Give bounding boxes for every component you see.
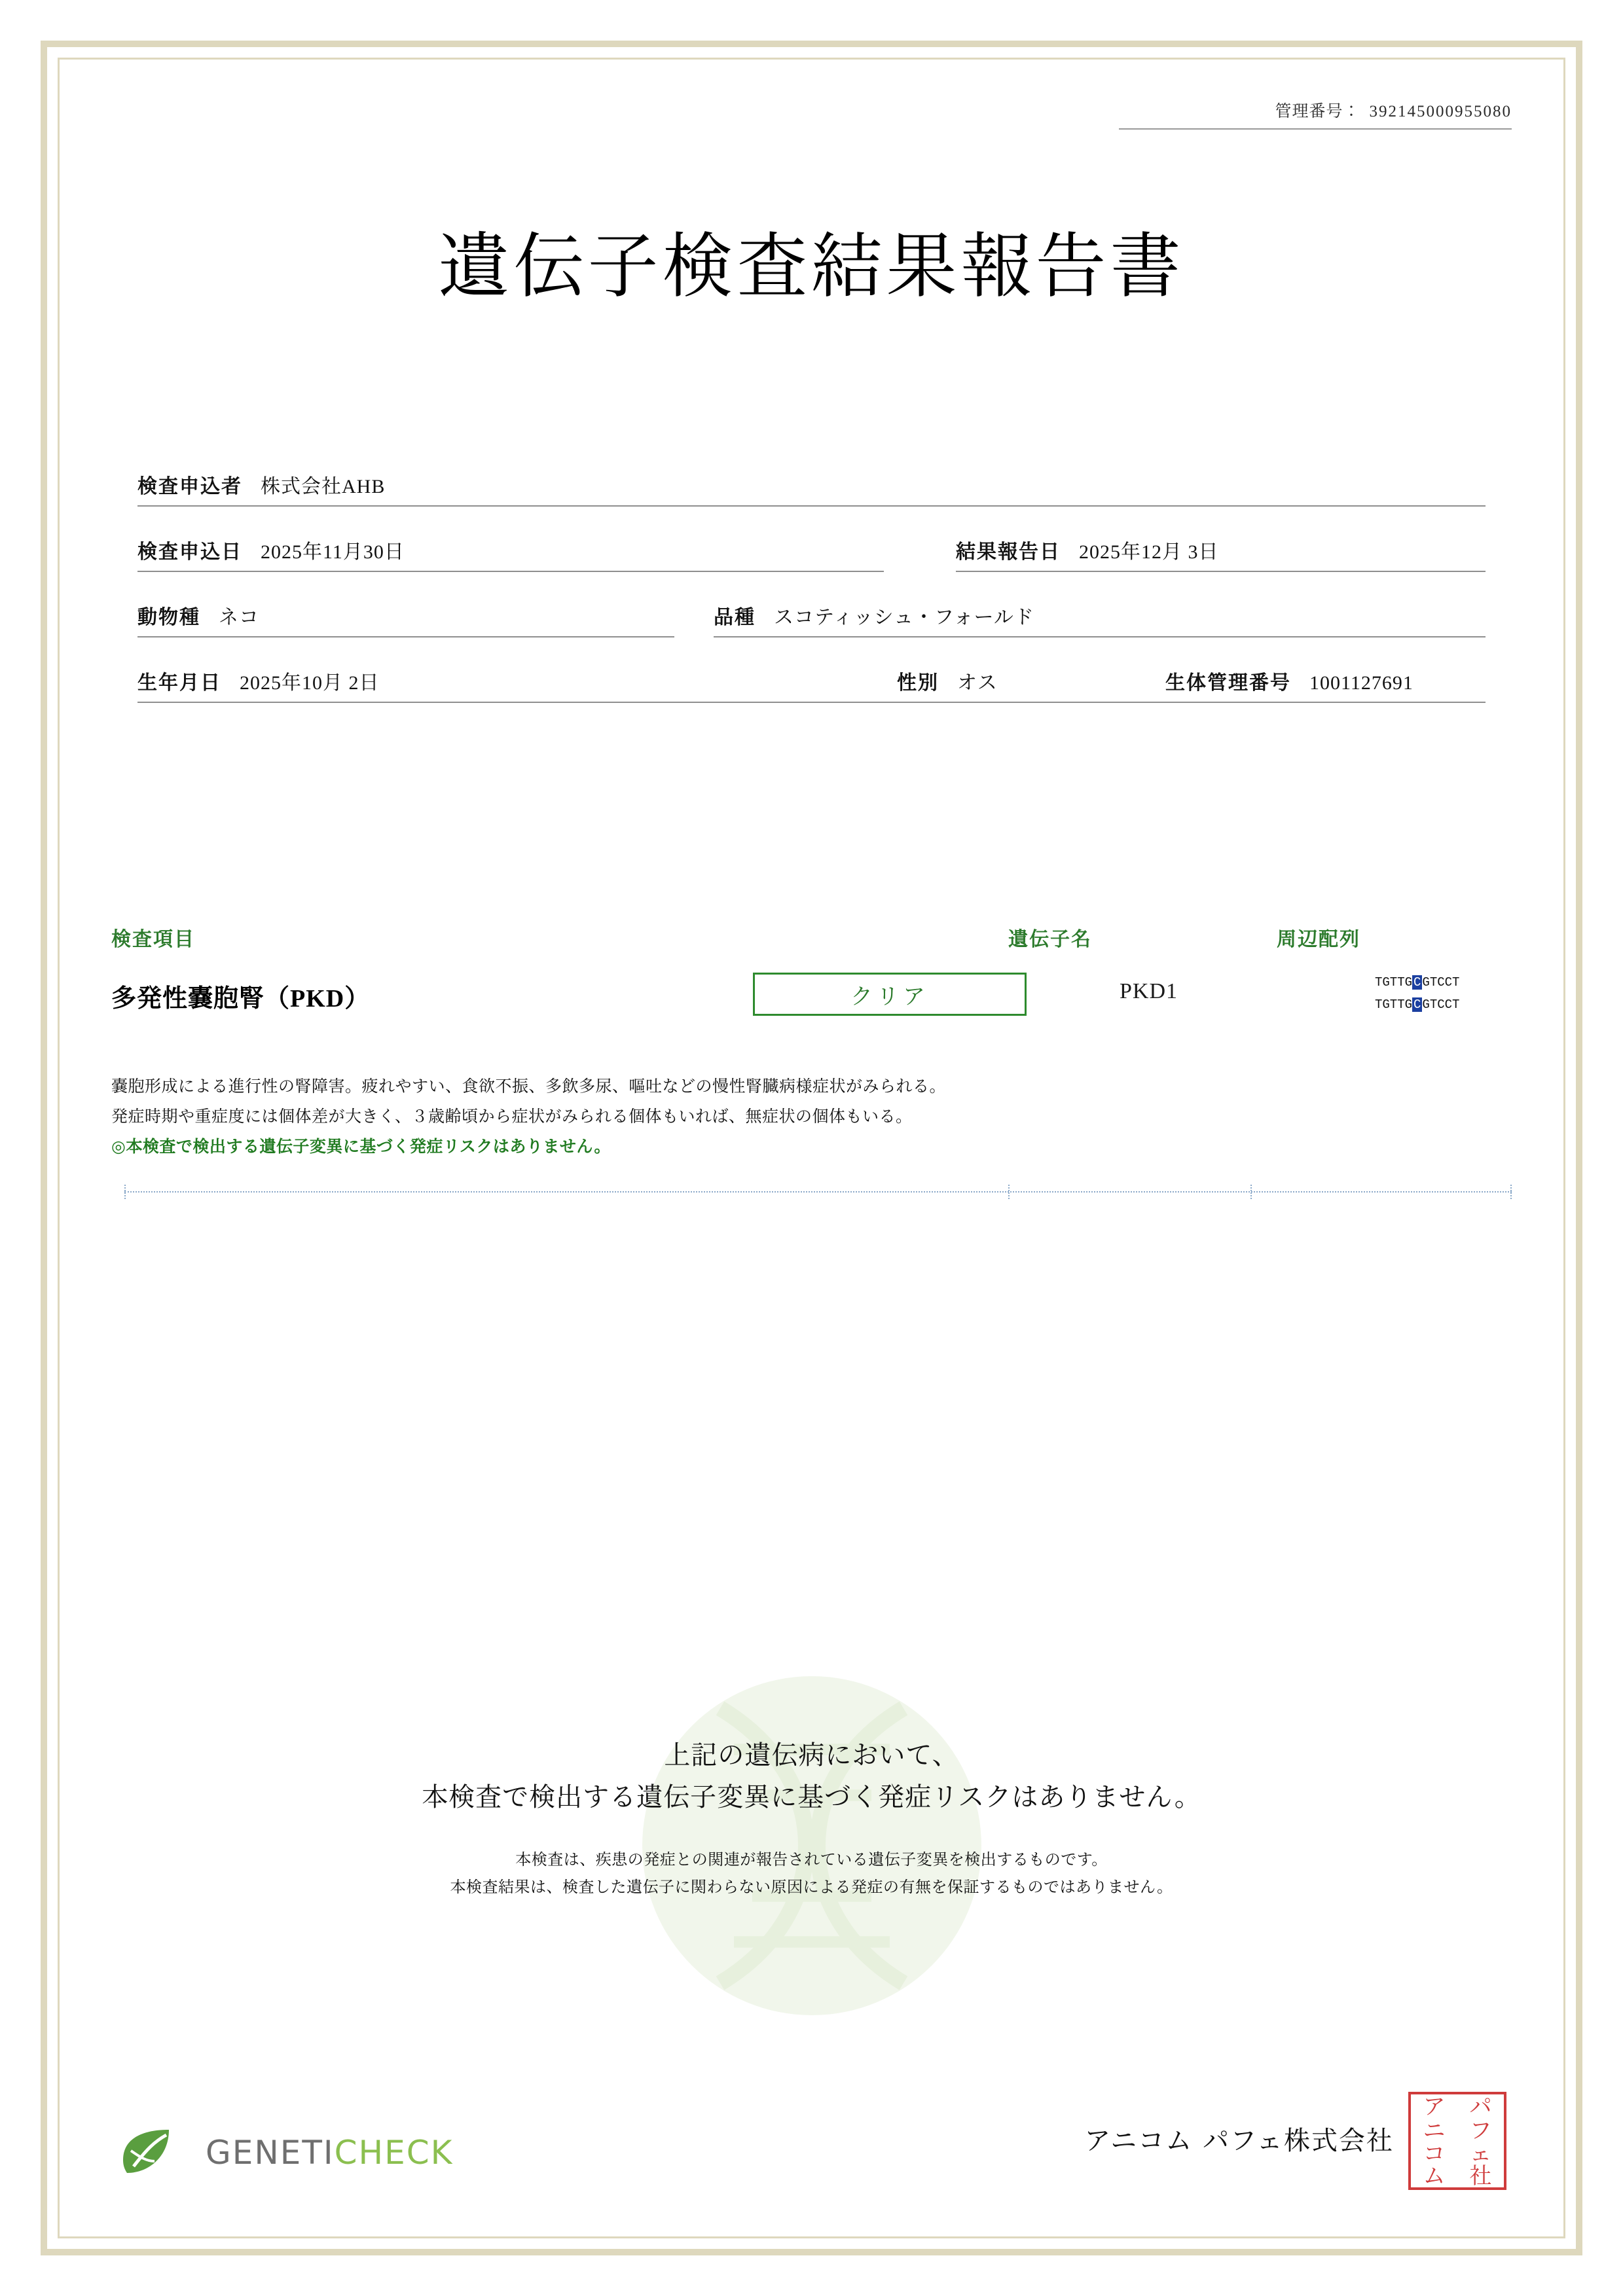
sequence-right-2: GTCCT (1422, 997, 1460, 1012)
field-sex (897, 666, 998, 695)
underline-applicant (137, 505, 1486, 507)
summary-note-1: 本検査は、疾患の発症との関連が報告されている遺伝子変異を検出するものです。 (515, 1850, 1108, 1869)
seal-char-5: コ (1423, 2141, 1446, 2167)
management-number-value: 392145000955080 (1369, 103, 1512, 120)
divider-tick-left (124, 1185, 126, 1199)
birth-value: 2025年10月 2日 (240, 672, 380, 694)
underline-birth-row (137, 702, 1486, 703)
description-line-2: 発症時期や重症度には個体差が大きく、３歳齢頃から症状がみられる個体もいれば、無症状の個体もいる。 (111, 1107, 913, 1126)
report-date-value: 2025年12月 3日 (1079, 541, 1219, 563)
animal-id-label: 生体管理番号 (1165, 672, 1291, 694)
species-value: ネコ (219, 607, 259, 628)
applicant-value: 株式会社AHB (261, 476, 386, 497)
disease-name: 多発性嚢胞腎（PKD） (111, 985, 371, 1013)
underline-report-date (956, 571, 1486, 572)
apply-date-label: 検査申込日 (137, 541, 242, 563)
sequence-left: TGTTG (1375, 975, 1413, 990)
report-date-label: 結果報告日 (956, 541, 1061, 563)
divider-tick-seq (1250, 1185, 1252, 1199)
field-animal-id (1165, 666, 1413, 695)
underline-apply-date (137, 571, 884, 572)
sequence-highlight: C (1413, 975, 1421, 990)
breed-value: スコティッシュ・フォールド (774, 607, 1034, 628)
table-row (98, 969, 1525, 1041)
summary-note-2: 本検査結果は、検査した遺伝子に関わらない原因による発症の有無を保証するものではありません。 (450, 1878, 1173, 1896)
results-header-item: 検査項目 (111, 929, 195, 950)
summary-line-2: 本検査で検出する遺伝子変異に基づく発症リスクはありません。 (422, 1782, 1201, 1812)
sequence-right: GTCCT (1422, 975, 1460, 990)
divider-tick-right (1510, 1185, 1512, 1199)
info-row-species (124, 576, 1499, 641)
company-seal (1408, 2092, 1506, 2190)
page-title: 遺伝子検査結果報告書 (438, 226, 1185, 308)
seal-char-1: ア (1423, 2093, 1446, 2120)
seal-char-2: パ (1469, 2093, 1492, 2120)
apply-date-value: 2025年11月30日 (261, 541, 405, 563)
section-divider (124, 1191, 1512, 1193)
company-name: アニコム パフェ株式会社 (1084, 2126, 1394, 2156)
leaf-dna-icon (118, 2127, 194, 2178)
info-row-applicant (124, 445, 1499, 511)
underline-breed (714, 636, 1486, 637)
status-badge-label: クリア (850, 984, 929, 1009)
animal-id-value: 1001127691 (1309, 672, 1413, 694)
info-row-birth (124, 641, 1499, 707)
field-report-date (956, 535, 1219, 564)
page-content (98, 79, 1525, 2217)
disease-description (111, 1073, 1512, 1164)
underline-species (137, 636, 674, 637)
seal-char-7: ム (1423, 2163, 1446, 2189)
field-species (137, 601, 259, 630)
sequence-line-1 (1375, 971, 1459, 994)
seal-char-8: 社 (1469, 2163, 1492, 2189)
logo-text-2: CHECK (334, 2134, 454, 2172)
sex-value: オス (957, 672, 998, 694)
status-badge (753, 973, 1027, 1016)
results-header-row (98, 923, 1525, 953)
sequence-line-2 (1375, 994, 1459, 1016)
logo-wordmark (206, 2134, 453, 2172)
summary-block (98, 1734, 1525, 1901)
seal-char-4: フ (1469, 2117, 1492, 2144)
sex-label: 性別 (897, 672, 939, 694)
info-row-dates (124, 511, 1499, 576)
field-birth (137, 666, 380, 695)
field-apply-date (137, 535, 405, 564)
seal-char-6: ェ (1469, 2141, 1492, 2167)
sequence-box (1375, 971, 1459, 1016)
applicant-label: 検査申込者 (137, 476, 242, 497)
breed-label: 品種 (714, 607, 756, 628)
logo-text-1: GENETI (206, 2134, 335, 2172)
gene-name: PKD1 (1120, 979, 1178, 1003)
sequence-highlight-2: C (1413, 997, 1421, 1012)
results-header-sequence: 周辺配列 (1277, 929, 1360, 950)
applicant-info-block (124, 445, 1499, 707)
management-number (1119, 98, 1512, 130)
field-applicant (137, 470, 385, 499)
results-header-gene: 遺伝子名 (1008, 929, 1092, 950)
seal-char-3: ニ (1423, 2117, 1446, 2144)
birth-label: 生年月日 (137, 672, 221, 694)
management-number-label: 管理番号： (1275, 103, 1360, 120)
summary-line-1: 上記の遺伝病において、 (664, 1740, 959, 1770)
description-line-3: ◎本検査で検出する遺伝子変異に基づく発症リスクはありません。 (111, 1137, 611, 1156)
field-breed (714, 601, 1034, 630)
divider-tick-mid (1008, 1185, 1010, 1199)
description-line-1: 嚢胞形成による進行性の腎障害。疲れやすい、食欲不振、多飲多尿、嘔吐などの慢性腎臓病様症状がみられる。 (111, 1077, 947, 1096)
sequence-left-2: TGTTG (1375, 997, 1413, 1012)
species-label: 動物種 (137, 607, 200, 628)
geneticheck-logo (118, 2127, 453, 2178)
